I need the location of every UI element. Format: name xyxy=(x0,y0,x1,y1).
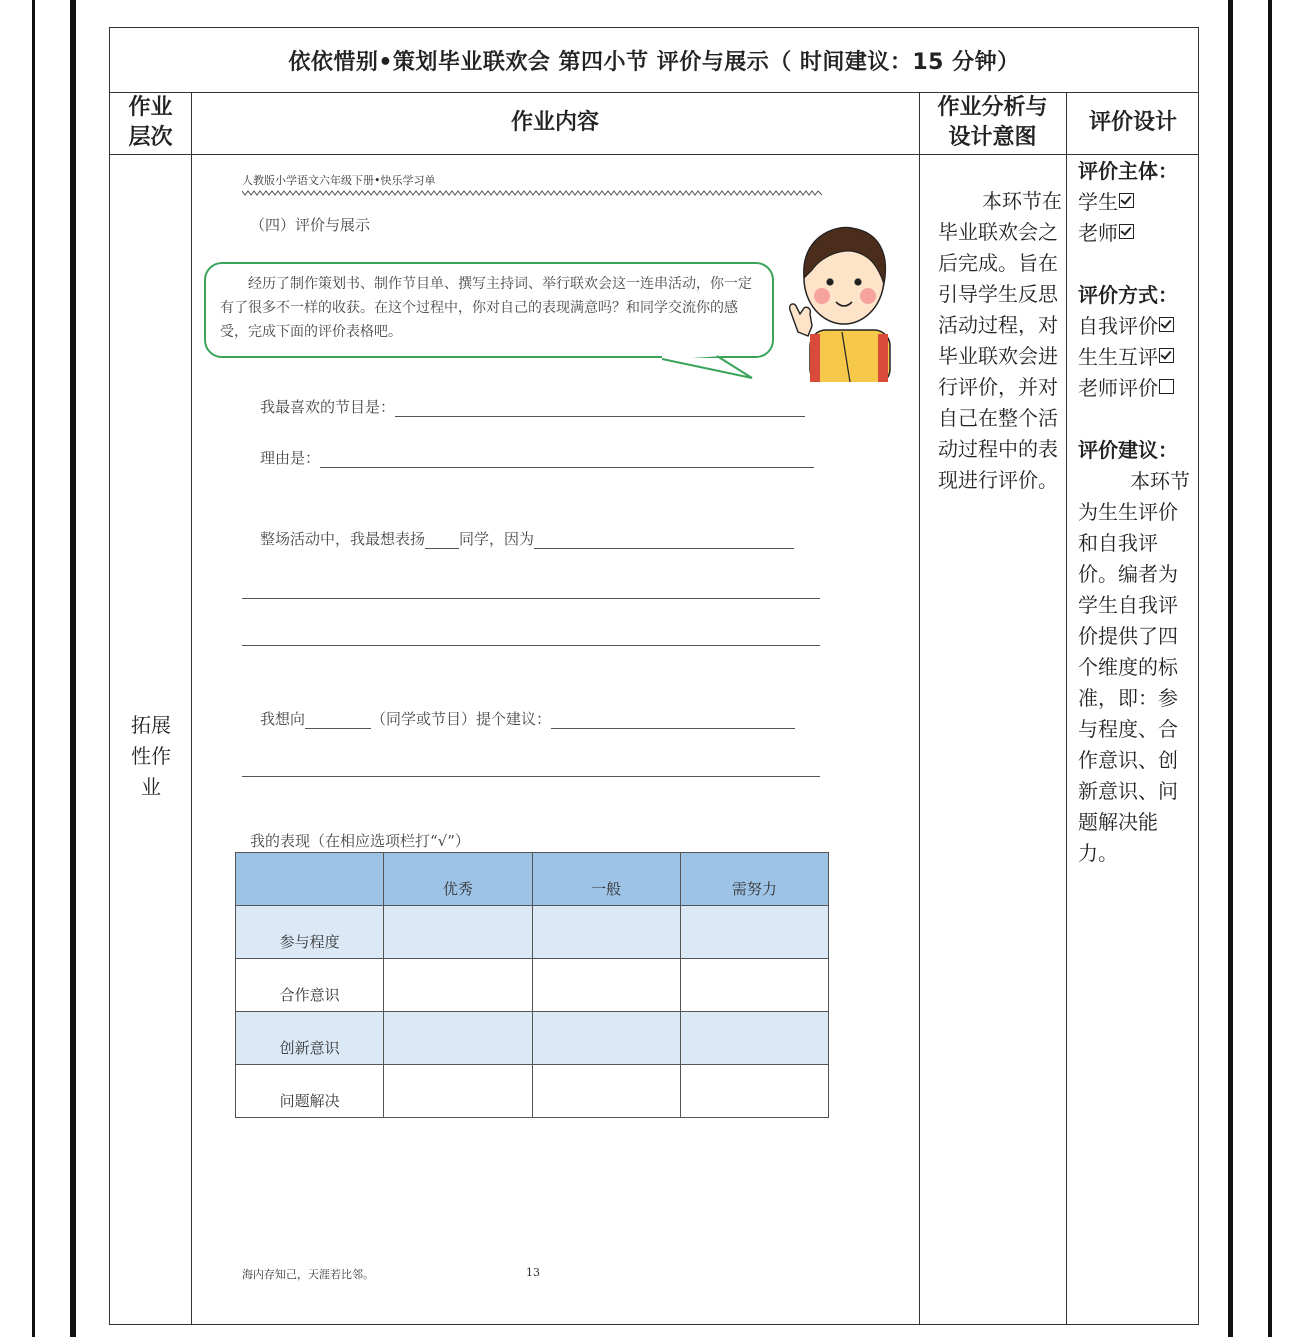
speech-bubble-text: 经历了制作策划书、制作节目单、撰写主持词、举行联欢会这一连串活动，你一定有了很多不一样的收获。在这个过程中，你对自己的表现满意吗？和同学交流你的感受，完成下面的评价表格吧。 xyxy=(220,276,752,340)
table-cell[interactable] xyxy=(680,1065,828,1118)
level-value-text: 拓展性作业 xyxy=(131,713,171,799)
suggestion-line xyxy=(260,708,795,729)
worksheet-header: 人教版小学语文六年级下册•快乐学习单 xyxy=(242,174,436,187)
subject-item-label: 老师 xyxy=(1078,221,1118,245)
table-cell[interactable] xyxy=(680,959,828,1012)
method-item-label: 生生互评 xyxy=(1078,345,1158,369)
evaluation-design-cell xyxy=(1075,156,1197,869)
worksheet xyxy=(192,156,928,1326)
table-row xyxy=(236,906,829,959)
praise-label-a: 整场活动中，我最想表扬 xyxy=(260,530,426,548)
header-content: 作业内容 xyxy=(510,110,599,135)
favorite-program-input[interactable] xyxy=(395,399,805,417)
table-cell[interactable] xyxy=(680,906,828,959)
praise-line xyxy=(260,528,794,549)
subject-item xyxy=(1078,218,1197,249)
suggestion-target-input[interactable] xyxy=(305,711,371,729)
reason-line xyxy=(260,447,814,468)
suggestion-input[interactable] xyxy=(551,711,795,729)
method-item xyxy=(1078,373,1197,404)
checkbox-checked-icon[interactable] xyxy=(1159,348,1174,363)
table-header-cell: 优秀 xyxy=(384,853,532,906)
evaluation-table xyxy=(235,852,829,1118)
table-row-label: 参与程度 xyxy=(236,906,384,959)
header-analysis xyxy=(919,92,1066,154)
cartoon-student-icon xyxy=(782,222,902,382)
page-number: 13 xyxy=(526,1266,540,1279)
analysis-cell xyxy=(928,186,1070,496)
suggest-label: 评价建议： xyxy=(1078,438,1178,462)
header-design: 评价设计 xyxy=(1088,110,1177,135)
section-title: （四）评价与展示 xyxy=(250,216,371,234)
zigzag-divider xyxy=(242,190,822,196)
table-caption: 我的表现（在相应选项栏打“√”） xyxy=(250,832,470,850)
spacer xyxy=(1078,404,1197,435)
subject-item xyxy=(1078,187,1197,218)
table-cell[interactable] xyxy=(384,959,532,1012)
analysis-text: 本环节在毕业联欢会之后完成。旨在引导学生反思活动过程，对毕业联欢会进行评价，并对自己在整个活动过程中的表现进行评价。 xyxy=(938,189,1062,492)
page-title: 依依惜别•策划毕业联欢会 第四小节 评价与展示（ 时间建议：15 分钟） xyxy=(288,49,1020,75)
subject-item-label: 学生 xyxy=(1078,190,1118,214)
table-row xyxy=(236,959,829,1012)
table-cell[interactable] xyxy=(532,1012,680,1065)
table-cell[interactable] xyxy=(680,1012,828,1065)
praise-reason-input[interactable] xyxy=(534,531,794,549)
table-cell[interactable] xyxy=(532,1065,680,1118)
table-cell[interactable] xyxy=(384,1012,532,1065)
homework-table xyxy=(109,27,1199,1325)
table-cell[interactable] xyxy=(532,906,680,959)
table-cell[interactable] xyxy=(384,1065,532,1118)
table-row xyxy=(236,1012,829,1065)
checkbox-unchecked-icon[interactable] xyxy=(1159,379,1174,394)
answer-line[interactable] xyxy=(242,645,820,646)
praise-name-input[interactable] xyxy=(425,531,459,549)
speech-bubble-tail xyxy=(662,354,782,380)
table-row-label: 合作意识 xyxy=(236,959,384,1012)
left-border-bar-outer xyxy=(32,0,35,1337)
divider xyxy=(110,154,1198,155)
suggest-text: 本环节为生生评价和自我评价。编者为学生自我评价提供了四个维度的标准，即：参与程度、合作意识、创新意识、问题解决能力。 xyxy=(1078,469,1190,865)
table-header-cell: 需努力 xyxy=(680,853,828,906)
right-border-bar-inner xyxy=(1228,0,1233,1337)
suggestion-label-b: （同学或节目）提个建议： xyxy=(371,710,552,728)
checkbox-checked-icon[interactable] xyxy=(1119,224,1134,239)
table-row-label: 创新意识 xyxy=(236,1012,384,1065)
level-value xyxy=(110,710,192,803)
reason-label: 理由是： xyxy=(260,449,321,467)
checkbox-checked-icon[interactable] xyxy=(1159,317,1174,332)
table-cell[interactable] xyxy=(384,906,532,959)
worksheet-footer: 海内存知己，天涯若比邻。 xyxy=(242,1268,374,1281)
table-row-label: 问题解决 xyxy=(236,1065,384,1118)
answer-line[interactable] xyxy=(242,776,820,777)
answer-line[interactable] xyxy=(242,598,820,599)
method-label: 评价方式： xyxy=(1078,283,1178,307)
praise-label-b: 同学，因为 xyxy=(459,530,535,548)
table-header-cell xyxy=(236,853,384,906)
header-analysis-text: 作业分析与设计意图 xyxy=(937,95,1048,150)
table-header-row xyxy=(236,853,829,906)
header-level-text: 作业层次 xyxy=(128,95,173,150)
header-level xyxy=(110,92,191,154)
favorite-program-label: 我最喜欢的节目是： xyxy=(260,398,396,416)
left-border-bar-inner xyxy=(70,0,76,1337)
checkbox-checked-icon[interactable] xyxy=(1119,193,1134,208)
reason-input[interactable] xyxy=(320,450,814,468)
spacer xyxy=(1078,249,1197,280)
method-item xyxy=(1078,342,1197,373)
table-header-cell: 一般 xyxy=(532,853,680,906)
method-item-label: 自我评价 xyxy=(1078,314,1158,338)
favorite-program-line xyxy=(260,396,805,417)
method-item-label: 老师评价 xyxy=(1078,376,1158,400)
subject-label: 评价主体： xyxy=(1078,159,1178,183)
method-item xyxy=(1078,311,1197,342)
table-cell[interactable] xyxy=(532,959,680,1012)
suggestion-label-a: 我想向 xyxy=(260,710,306,728)
right-border-bar-outer xyxy=(1268,0,1272,1337)
table-row xyxy=(236,1065,829,1118)
